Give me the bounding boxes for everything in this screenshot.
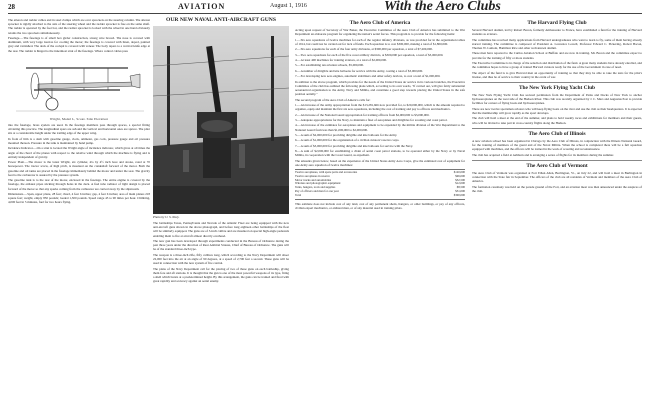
left-column-paragraph: Fuselage.—The fuselage is of small box girder construction, strong wire braced. The nose is covered with aluminum, with very large louvres for cooling the motor; the fuselage is covered with linen, doped, painted grey and varnished. The deck of the cockpit is covered with veneer. The body tapers to a vertical knife edge at the rear. The rudder is hinged to the innermost strut of the fuselage. Where control cables pass [8,36,150,53]
aero-club-america-paragraph: 3.—Adequate appropriations for the Navy, to maintain a fleet of aeroplanes and dirigibles for scouting and coast patrol. [295,117,448,122]
table-item: Pay of officers and men for one year [295,189,339,194]
club-section-paragraph: The object of the fund is to give Harvard men an opportunity of training so that they may be able to take the tests for the pilot's license, and thus be of service to their country in the event of war. [472,70,642,79]
aero-club-america-paragraph: 4.—An increase of the estimates for aeroplanes and equipment to be expended by the militia division of the War Department to the National Guard from less than $1,000,000 to $2,000,000. [295,123,465,132]
table-value: $12,000 [455,181,465,186]
battleship-gun-photo [153,26,289,214]
left-column-paragraph: The aileron and rudder cables end in steel clamps which are over sprockets on the steering column. The aileron sprocket is rigidly attached to the axis of the steering wheel and the rudder sprocket is free on the same shaft. The rudder is operated by the foot bar, and the rudder sprocket is locked with the wheel in one hand obviously retains the two sprockets simultaneously. [8,18,150,35]
table-item: Tents, hangars, tools and supplies [295,185,336,190]
left-column-paragraph: Power Plant.—The motor is the latest Wright, six cylinder, 4¼ by 4½ inch bore and stroke, rated at 70 horsepower. The tractor screw, of high pitch, is mounted on the crankshaft forward of the motor. Both the gasoline and oil tanks are placed in the fuselage immediately behind the motor and under the seat. The gravity feed to the carburetor is assured by the pressure system. [8,160,150,177]
aero-club-america-paragraph: 7.—For developing new aero engines, automatic stabilizers and other safety devices, to cost a total of $1,000,000. [295,74,441,79]
aero-club-america-paragraph: 5.—For establishing ten aviation schools, $5,000,000. [295,63,364,68]
aero-club-america-paragraph: 1.—An increase of the Army appropriation from the $13,281,666 now provided for, to $20,000,000, which is the amount required to organize, equip and maintain the first six aero squadrons, including the cost of training and pay to officers and mechanics. [295,102,465,112]
table-item: Wireless and photographic equipment [295,181,341,186]
left-column-paragraph: The gasoline tank is to the rear of the motor, enclosed in the fuselage. The entire engine is covered by the fuselage, the exhaust pipes sticking through holes in the deck. A fuel tube radiator of light design is placed forward of the motor so that any sparks coming from the carburetor are carried away by the slipstream. [8,178,150,191]
left-column-paragraph: Dimensions.—Span, upper plane, 28 feet; chord, 4 feet 6 inches; gap, 4 feet 6 inches; area of main planes 218 square feet; weight, empty 850 pounds; loaded 1,300 pounds. Speed range 45 to 90 miles per hour. Climbing, 4,000 feet in 5 minutes, fuel for two hours flying. [8,192,150,205]
club-section-heading: The Aero Club of Illinois [528,130,586,137]
center-column-text [153,221,289,418]
club-section-paragraph: A new aviation school has been organized in Chicago by the Aero Club of Illinois, in conjunction with the Illinois National Guard, for the training of members of the guard and of the Naval Militia. When the school is completed there will be a full squadron equipped with machines, and the officers will be trained in the work of scouting and reconnaissance. [472,138,642,152]
table-item: Twelve aeroplanes in reserve [295,173,330,178]
aero-club-america-paragraph: The amounts given below, based on the experience of the United States Army Aero Corps, give the estimated cost of equipment for one Army aero squadron of twelve machines: [295,158,465,167]
center-column-paragraph: The weapon is a three-inch rifle, fifty calibres long, which according to the Navy Department will shoot 22,000 feet into the air at an angle of 90 degrees, at a speed of 2,700 feet a second. These guns will be used in connection with the new system of fire control. [153,252,289,266]
aero-club-america-paragraph: 7.—A sum of $3,000,000 for providing dirigible and kite balloons for service with the Navy. [295,143,414,148]
club-section-paragraph: The New York Flying Yacht Club has secured permission from the Department of Parks and Docks of New York to anchor hydroaeroplanes on the west side of the Hudson River. This club was recently organized by J. C. Mars and Augustus Post to provide facilities for owners of flying boats and hydroaeroplanes. [472,92,642,106]
aero-club-america-paragraph: 6.—A number of dirigible and kite balloons for service with the Army, costing a total of $3,000,000. [295,68,424,73]
section-divider [472,160,642,161]
section-divider [472,128,642,129]
left-column-paragraph: In front of him is a dash with gasoline gauge, clock, ammeter, gas cock, pressure gauge and oil pressure mounted thereon. Pressure in the tank is maintained by hand pump. [8,136,150,146]
club-section-paragraph: There are now twelve sportsmen aviators who will keep flying boats on the river and use the club as their headquarters. It is expected that the membership will grow rapidly as the sport develops. [472,106,642,115]
page-number: 28 [8,3,15,11]
table-item: Total [295,192,302,197]
right-column-club-news [472,18,642,418]
table-value: $300,000 [453,192,465,197]
publication-date: August 1, 1916 [270,3,307,9]
club-section-paragraph: The Executive Committee is in charge of the selection and distribution of the fund. A great many students have already enrolled, and the committee hopes to have a group of trained Harvard aviators ready for the use of the Government in case of need. [472,60,642,70]
club-section-paragraph: The club has acquired a field at Ashburn and is arranging a series of flights for its members during the summer. [472,152,614,157]
club-section-paragraph: Several Harvard alumni, led by Robert Bacon, formerly Ambassador to France, have established a fund for the training of Harvard students as aviators. [472,28,642,37]
battleship-gun-photo-image [153,26,289,214]
club-section-paragraph: The club will hold a meet at the end of the summer, and plans to hold weekly races and exhibitions for members and their guests, who will be invited to take part in cross-country flights along the Hudson. [472,116,642,125]
aeroplane-side-elevation-figure [8,56,150,114]
center-column-paragraph: The new gun has been developed through experiments conducted in the Bureau of Ordnance during the past three years under the direction of Rear Admiral Strauss, Chief of Bureau of Ordnance. The guns will be of the standard three-inch type. [153,239,289,252]
left-column-paragraph: Incidence Indicator.—On a strut is located the Wright angle of incidence indicator, which gives at all times the angle of the chord of the planes with respect to the relative wind through which the machine is flying and is entirely independent of gravity. [8,146,150,159]
table-row [295,194,465,198]
table-item: Motor trucks and automobiles [295,177,332,182]
club-section-paragraph: The committee has received many applications from Harvard undergraduates who want to learn to fly, some of them having already started training. The committee is composed of President A. Lawrence Lowell, Professor Edward C. Pickering, Robert Bacon, Thomas W. Lamont, Hamilton Rice and other well-known alumni. [472,37,642,50]
aero-club-america-paragraph: 2.—An increase of the National Guard appropriation for training officers from $2,000,000 to $3,000,000. [295,112,430,117]
table-value: $8,500 [456,185,465,190]
photo-caption: Photo by U. S. Navy. [153,215,180,219]
club-section-heading: The New York Flying Yacht Club [518,84,596,91]
table-value: $96,000 [455,173,465,178]
table-value: $32,500 [455,177,465,182]
left-column [8,18,150,418]
aero-club-america-paragraph: 5.—A sum of $2,000,000 for providing dirigible and kite balloons for the Army. [295,132,398,137]
section-title: With the Aero Clubs [384,0,501,14]
squadron-cost-table [295,169,465,200]
aero-club-america-paragraph: 4.—At least 400 machines for training aviators, at a total of $2,000,000. [295,57,387,62]
publication-name: AVIATION [178,2,226,11]
aero-club-america-paragraph: 1.—Six aero squadrons of twelve machines for each of the regular infantry divisions, as was provided for in the organization tables of 1914, but could not be carried out for lack of funds. Each squadron is to cost $300,000, making a total of $1,800,000. [295,37,465,46]
masthead [8,2,642,14]
figure-caption: Wright, Model L, Scout. Side Elevation [49,116,109,121]
center-column-paragraph: The plans of the Navy Department call for the placing of two of these guns on each battleship, giving them fore and aft stations. It is thought that the gun is one of the most powerful weapons of its type, firing a shell which bursts at a predetermined height. By this arrangement, the guns can be trained and fired with great rapidity and accuracy against an aerial enemy. [153,266,289,284]
aeroplane-side-elevation-drawing [8,56,150,114]
right-column-aero-club-of-america [295,18,465,418]
aero-club-america-paragraph: The second program of the Aero Club of America calls for: [295,97,371,102]
aero-club-america-paragraph: 6.—A sum of $1,000,000 for the organization of a civilian aviators' reserve corps. [295,138,400,143]
aero-club-america-paragraph: Acting upon request of Secretary of War Baker, the Executive Committee of the Aero Club of America has submitted to the War Department an elaborate program for organizing the nation's aerial forces. This program is to provide for the following items: [295,28,465,37]
aero-club-america-paragraph: 8.—A sum of $2,000,000 for establishing a chain of aerial coast patrol stations, to be operated either by the Navy or by Naval Militia, in cooperation with the Coast Guard, as expedient. [295,149,465,158]
center-column-paragraph: The battleships Texas, Pennsylvania and Nevada of the Atlantic Fleet are being equipped with the new anti-aircraft guns shown in the above photograph, and before long eighteen other battleships of the fleet will be similarly equipped. The guns are of 3-inch calibre and are mounted on special high-angle pedestals enabling them to fire at aircraft almost directly overhead. [153,221,289,238]
aero-club-america-paragraph: This estimate does not include cost of any land, cost of any permanent sheds, hangars, or other buildings, or pay of any officers, civilian expert mechanics, or enlisted men, or of any material used in training pilots. [295,201,465,210]
section-divider [472,82,642,83]
club-section-heading: The Harvard Flying Club [527,20,587,26]
table-value: $120,000 [453,170,465,175]
club-section-heading: The Aero Club of Vermont [526,162,588,169]
left-column-paragraph: into the fuselage, brass eyelets are used. In the fuselage members pass through spaces, a special fitting obviating this practice. The longitudinal spars are ash and the vertical and horizontal ones are spruce. The pilot sits at a considerable height under the trailing edge of the upper wing. [8,123,150,136]
heading-aero-club-of-america: The Aero Club of America [349,20,411,26]
table-value: $31,000 [455,189,465,194]
table-item: Twelve aeroplanes, with spare parts and accessories [295,170,358,175]
club-section-paragraph: The Aero Club of Vermont was organized at Fort Ethan Allen, Burlington, Vt., on July 22, and will hold a meet in Burlington in connection with the State fair in September. The officers of the club are all residents of Vermont and members of the Aero Club of America. [472,170,642,184]
club-section-paragraph: These men have reported to the Curtiss Aviation School at Buffalo and are now in training. Mr. Bacon and the committee expect to provide for the training of fifty or more students. [472,51,642,60]
aero-club-america-paragraph: In addition to the above program, which provides for the needs of the United States air service in its various branches, the Executive Committee of the club has outlined the following plans which, according to its own words, "if carried out, will give fairly substantial aeronautical organization to the Army, Navy and Militia, and constitute a good step towards placing the United States in the safe position aerially." [295,79,465,97]
article-title: OUR NEW NAVAL ANTI-AIRCRAFT GUNS [166,17,276,23]
club-section-paragraph: The formation ceremony was held on the parade ground of the Fort, and an aviation meet was then announced under the auspices of the club. [472,184,642,193]
aero-club-america-paragraph: 3.—Two aero squadrons for each of the five coast artillery districts, at $300,000 per squadron, a total of $3,000,000. [295,52,444,57]
aero-club-america-paragraph: 2.—Six aero squadrons for each of the four army divisions, at $300,000 per squadron, a total of $7,200,000. [295,47,433,52]
